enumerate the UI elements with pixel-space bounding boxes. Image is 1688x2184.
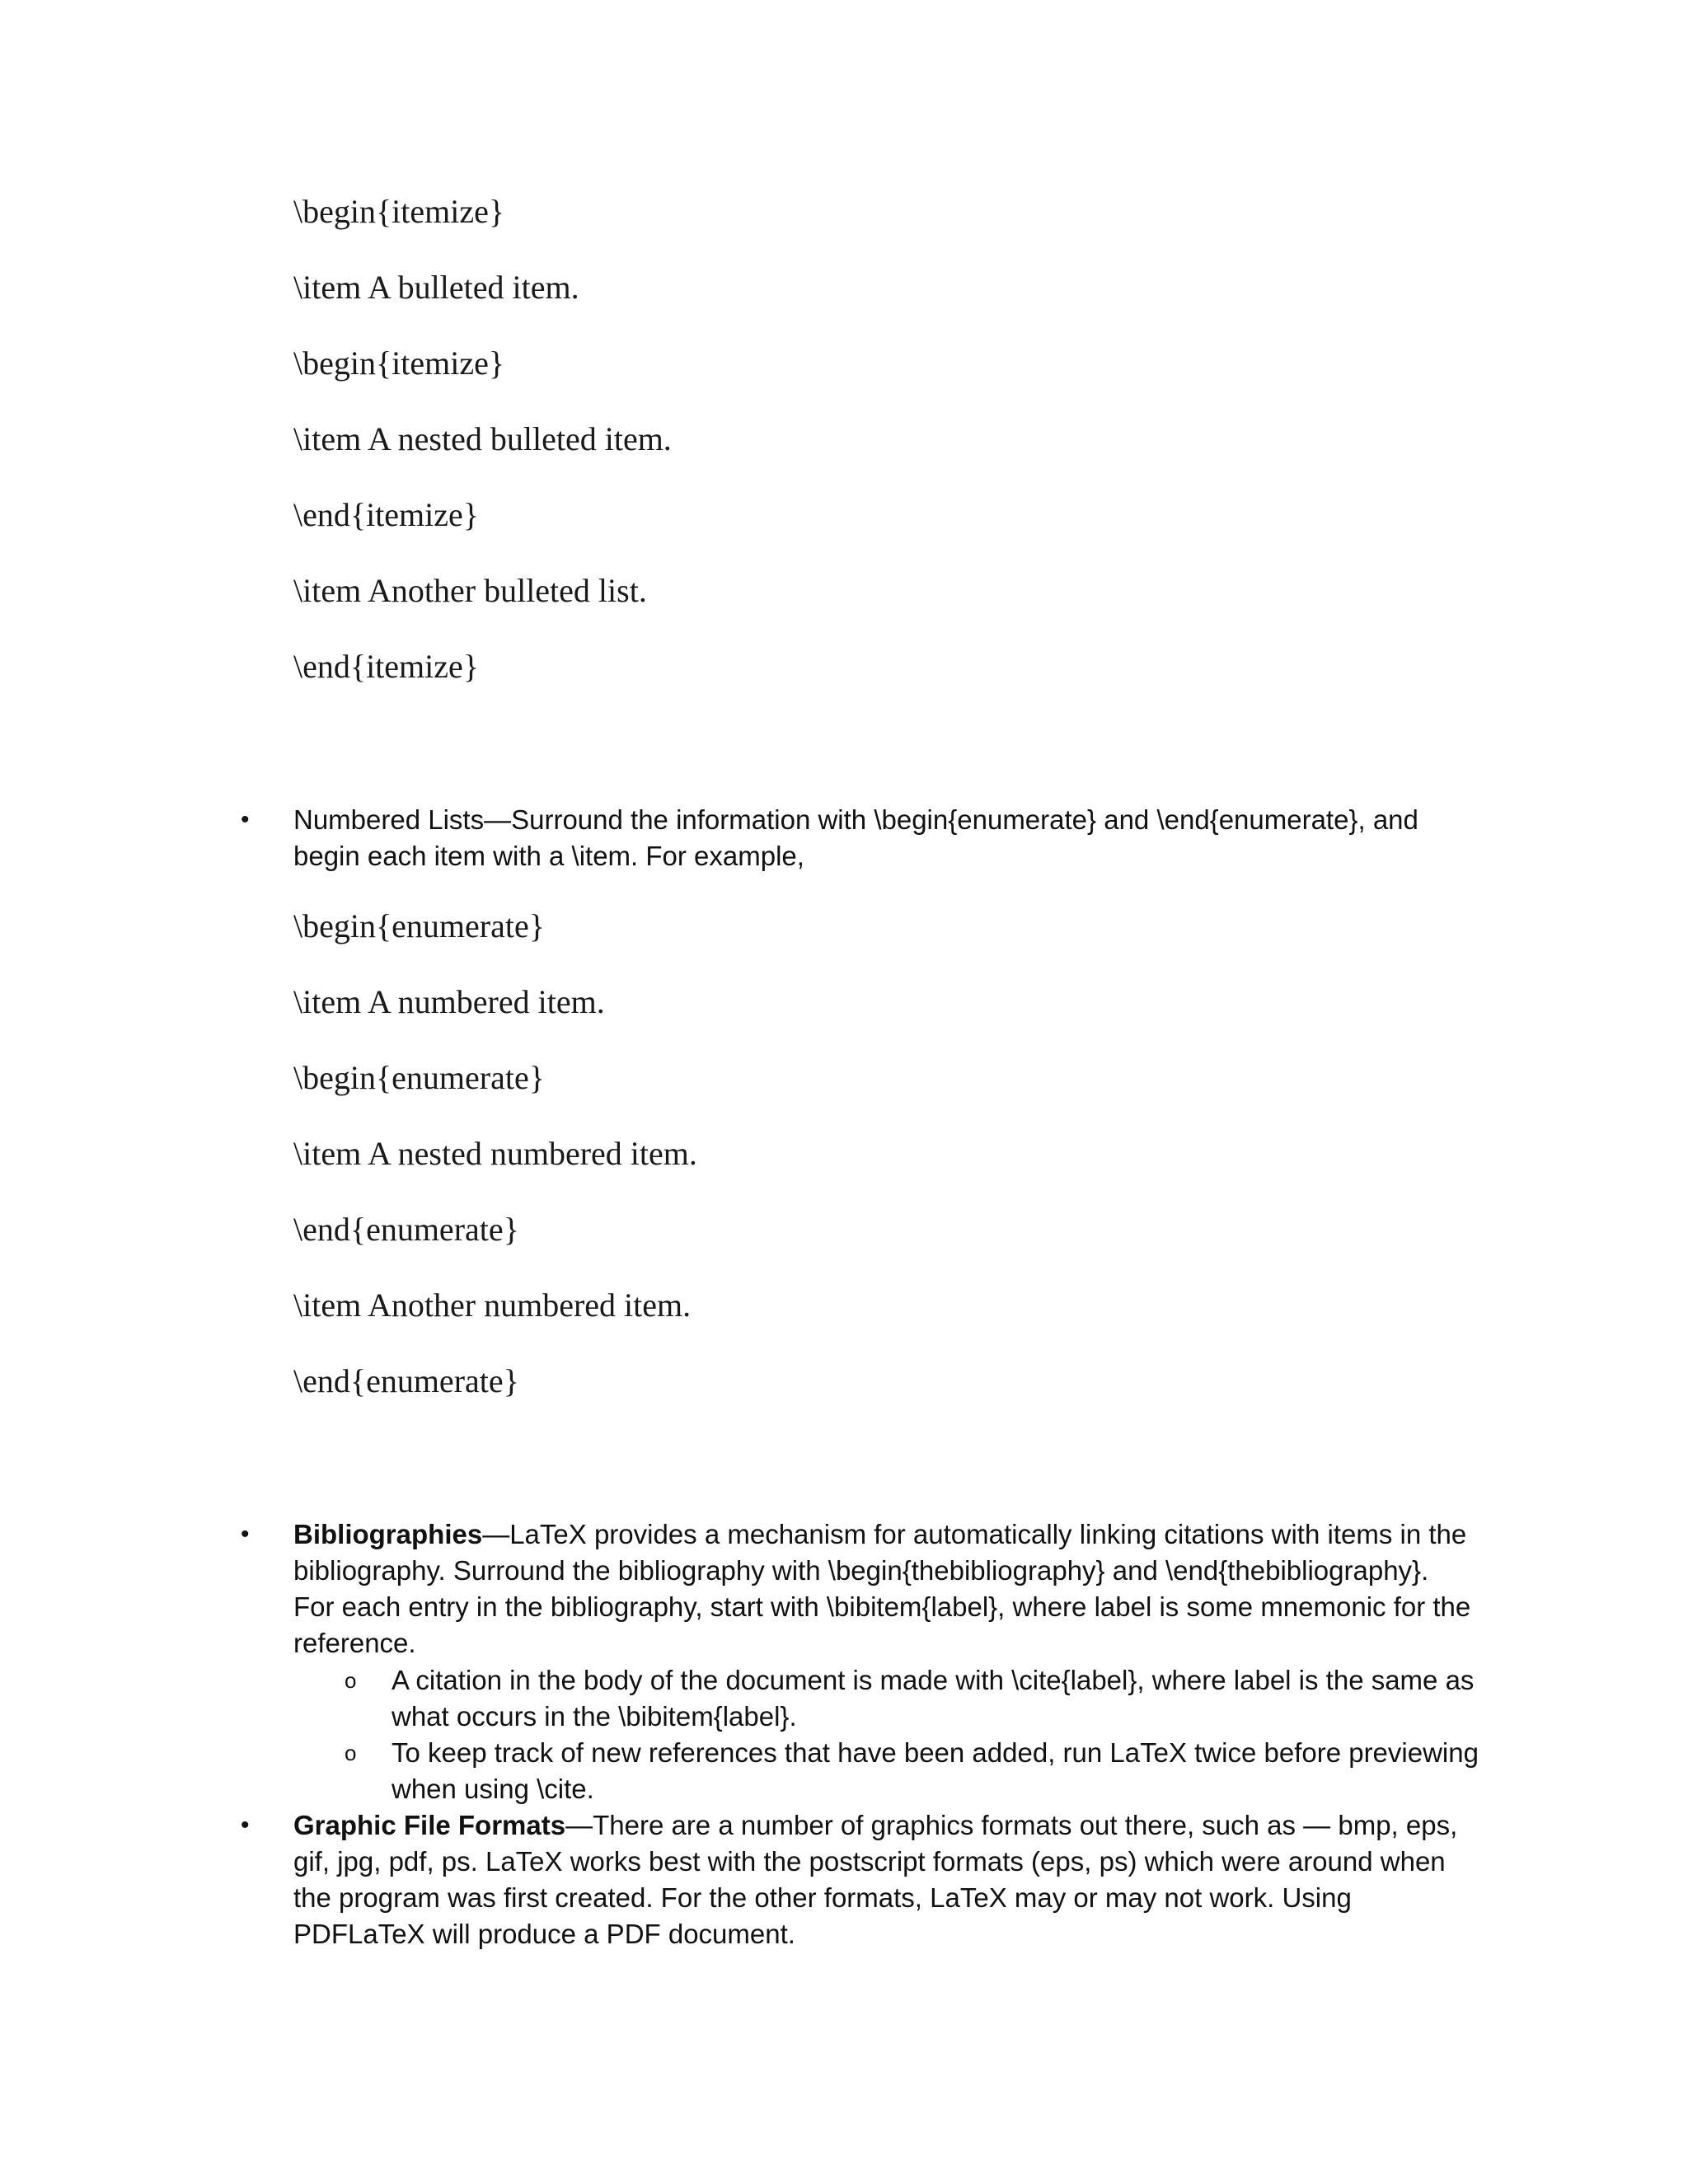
code-line: \end{enumerate} bbox=[293, 1211, 519, 1248]
numbered-lists-paragraph: Numbered Lists—Surround the information with \begin{enumerate} and \end{enumerate}, and begin each item with a \item. For example, bbox=[293, 804, 1418, 871]
code-line: \end{enumerate} bbox=[293, 1362, 519, 1399]
bibliographies-text: —LaTeX provides a mechanism for automatically linking citations with items in the bibliography. Surround the bibliography with \begin{thebibliography} and \end{thebibliography}. For each entry in the bibliography, start with \bibitem{label}, where label is some mnemonic for the reference. bbox=[293, 1519, 1471, 1658]
graphic-formats-title: Graphic File Formats bbox=[293, 1810, 566, 1840]
graphic-formats-paragraph bbox=[293, 1807, 1472, 1952]
sub-bullet-marker: o bbox=[345, 1741, 357, 1765]
code-line: \end{itemize} bbox=[293, 648, 479, 685]
bibliographies-title: Bibliographies bbox=[293, 1519, 483, 1549]
bullet-marker: • bbox=[241, 1811, 250, 1839]
code-line: \begin{enumerate} bbox=[293, 1059, 545, 1096]
code-line: \begin{itemize} bbox=[293, 193, 505, 230]
code-line: \item Another bulleted list. bbox=[293, 572, 647, 609]
bibliographies-paragraph bbox=[293, 1516, 1472, 1661]
code-line: \item A nested bulleted item. bbox=[293, 420, 672, 457]
graphic-formats-text: —There are a number of graphics formats out there, such as — bmp, eps, gif, jpg, pdf, ps. LaTeX works best with the postscript formats (eps, ps) which were around when the program was first created. For the other formats, LaTeX may or may not work. Using PDFLaTeX will produce a PDF document. bbox=[293, 1810, 1458, 1949]
code-line: \item Another numbered item. bbox=[293, 1286, 692, 1324]
code-line: \item A bulleted item. bbox=[293, 269, 579, 306]
citation-sub-item: A citation in the body of the document is made with \cite{label}, where label is the same as what occurs in the \bibitem{label}. bbox=[392, 1665, 1475, 1732]
code-line: \begin{enumerate} bbox=[293, 907, 545, 944]
code-line: \item A nested numbered item. bbox=[293, 1135, 697, 1172]
sub-bullet-marker: o bbox=[345, 1668, 357, 1693]
code-line: \begin{itemize} bbox=[293, 344, 505, 382]
code-line: \item A numbered item. bbox=[293, 983, 605, 1020]
code-line: \end{itemize} bbox=[293, 496, 479, 533]
bullet-marker: • bbox=[241, 806, 250, 833]
bullet-marker: • bbox=[241, 1521, 250, 1548]
references-sub-item: To keep track of new references that have been added, run LaTeX twice before previewing when using \cite. bbox=[392, 1737, 1479, 1804]
